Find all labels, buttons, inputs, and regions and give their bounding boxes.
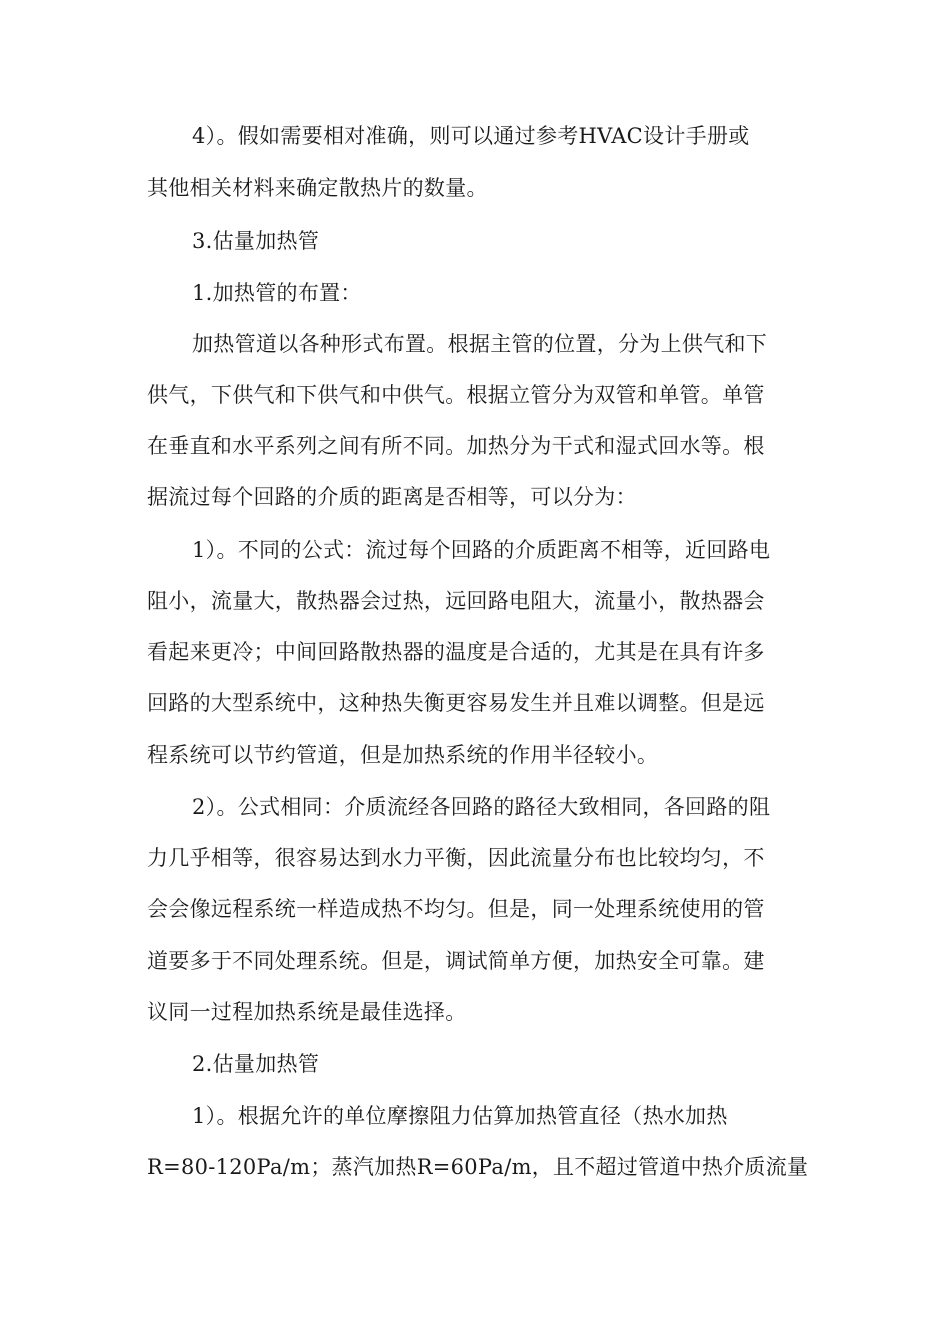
text-line: 在垂直和水平系列之间有所不同。加热分为干式和湿式回水等。根: [147, 434, 765, 458]
text-line: 看起来更冷；中间回路散热器的温度是合适的，尤其是在具有许多: [147, 640, 765, 664]
text-line: 会会像远程系统一样造成热不均匀。但是，同一处理系统使用的管: [147, 897, 765, 921]
text-line: 1）。根据允许的单位摩擦阻力估算加热管直径（热水加热: [192, 1104, 728, 1128]
text-line: 阻小，流量大，散热器会过热，远回路电阻大，流量小，散热器会: [147, 589, 765, 613]
text-line: 2）。公式相同：介质流经各回路的路径大致相同，各回路的阻: [192, 795, 771, 819]
text-line: 程系统可以节约管道，但是加热系统的作用半径较小。: [147, 743, 659, 767]
section-heading: 3.估量加热管: [192, 229, 320, 253]
text-line: 据流过每个回路的介质的距离是否相等，可以分为：: [147, 485, 637, 509]
text-line: 4）。假如需要相对准确，则可以通过参考HVAC设计手册或: [192, 124, 750, 148]
subsection-heading: 1.加热管的布置：: [192, 281, 362, 305]
text-line: 力几乎相等，很容易达到水力平衡，因此流量分布也比较均匀，不: [147, 846, 765, 870]
text-line: 加热管道以各种形式布置。根据主管的位置，分为上供气和下: [192, 332, 768, 356]
text-line: 道要多于不同处理系统。但是，调试简单方便，加热安全可靠。建: [147, 949, 765, 973]
text-line: 回路的大型系统中，这种热失衡更容易发生并且难以调整。但是远: [147, 691, 765, 715]
text-line: R=80-120Pa/m；蒸汽加热R=60Pa/m，且不超过管道中热介质流量: [147, 1155, 809, 1179]
text-line: 其他相关材料来确定散热片的数量。: [147, 176, 488, 200]
section-heading: 2.估量加热管: [192, 1052, 320, 1076]
text-line: 1）。不同的公式：流过每个回路的介质距离不相等，近回路电: [192, 538, 771, 562]
text-line: 议同一过程加热系统是最佳选择。: [147, 1000, 467, 1024]
text-line: 供气，下供气和下供气和中供气。根据立管分为双管和单管。单管: [147, 383, 765, 407]
